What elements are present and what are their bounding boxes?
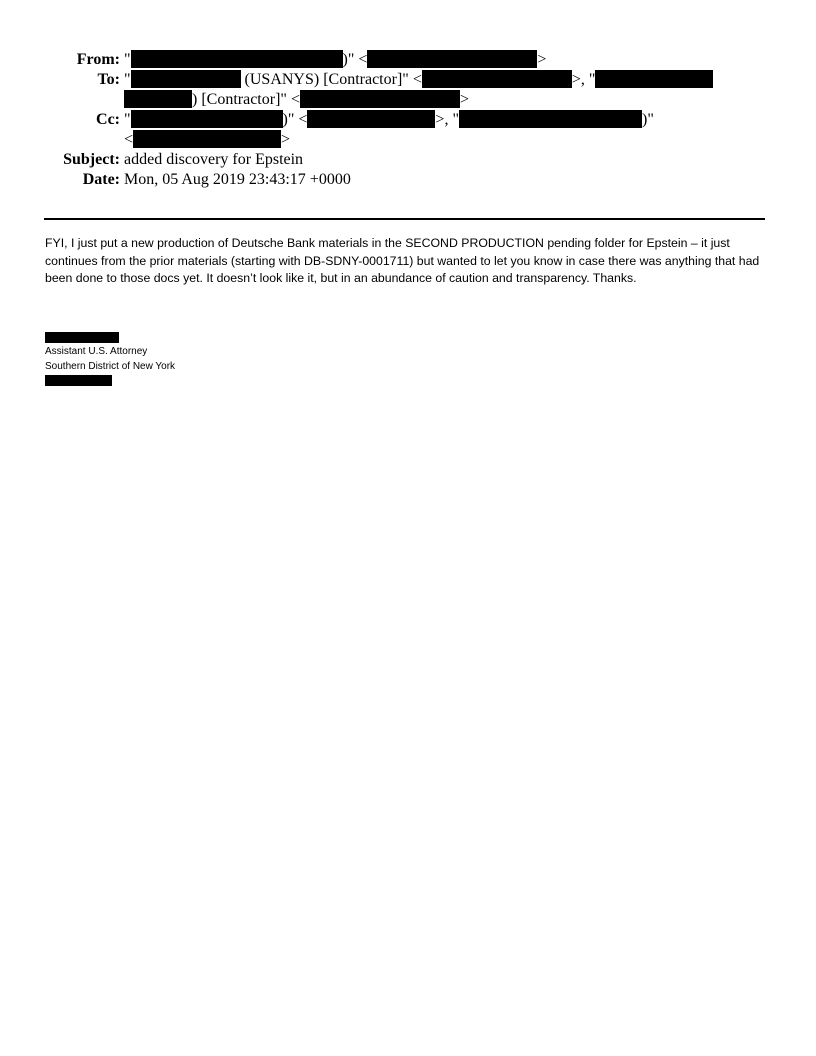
signature-title: Assistant U.S. Attorney xyxy=(45,346,148,357)
redaction-box xyxy=(307,110,435,128)
from-label: From: xyxy=(76,51,120,68)
redaction-box xyxy=(367,50,537,68)
redaction-box xyxy=(131,70,241,88)
to-mid-2: ) [Contractor]" < xyxy=(192,91,300,108)
to-row xyxy=(40,70,740,110)
redaction-box xyxy=(131,110,283,128)
date-label: Date: xyxy=(82,171,120,188)
redaction-box xyxy=(45,332,119,343)
date-value: Mon, 05 Aug 2019 23:43:17 +0000 xyxy=(124,171,351,188)
cc-mid: )" < xyxy=(282,111,308,128)
cc-end: )" xyxy=(641,111,654,128)
cc-label: Cc: xyxy=(96,111,120,128)
subject-label: Subject: xyxy=(63,151,120,168)
to-end-2: > xyxy=(459,91,469,108)
cc-value xyxy=(124,110,740,150)
subject-row xyxy=(40,150,740,170)
subject-value: added discovery for Epstein xyxy=(124,151,304,168)
date-row xyxy=(40,170,740,190)
from-row xyxy=(40,50,740,70)
from-value xyxy=(124,50,740,70)
from-end: > xyxy=(537,51,547,68)
cc-start-2: < xyxy=(124,131,134,148)
signature-office: Southern District of New York xyxy=(45,360,176,372)
redaction-box xyxy=(131,50,343,68)
to-end: >, " xyxy=(571,71,596,88)
redaction-box xyxy=(595,70,713,88)
from-sep: )" < xyxy=(342,51,368,68)
redaction-box xyxy=(300,90,460,108)
cc-quote: " xyxy=(124,111,131,128)
cc-row xyxy=(40,110,740,150)
header-divider xyxy=(44,218,765,220)
redaction-box xyxy=(133,130,281,148)
to-mid: (USANYS) [Contractor]" < xyxy=(240,71,422,88)
to-label: To: xyxy=(97,71,120,88)
to-value xyxy=(124,70,740,110)
signature-block xyxy=(45,332,175,386)
redaction-box xyxy=(124,90,192,108)
from-quote: " xyxy=(124,51,131,68)
redaction-box xyxy=(45,375,112,386)
email-body: FYI, I just put a new production of Deutsche Bank materials in the SECOND PRODUCTION pending folder for Epstein – it just continues from the prior materials (starting with DB-SDNY-0001711) but wanted to let you know in case there was anything that had been done to those docs yet. It doesn’t look like it, but in an abundance of caution and transparency. Thanks. xyxy=(45,236,760,285)
email-header xyxy=(40,50,740,190)
redaction-box xyxy=(422,70,572,88)
to-quote: " xyxy=(124,71,131,88)
redaction-box xyxy=(459,110,642,128)
cc-sep: >, " xyxy=(435,111,459,128)
cc-end-2: > xyxy=(281,131,291,148)
